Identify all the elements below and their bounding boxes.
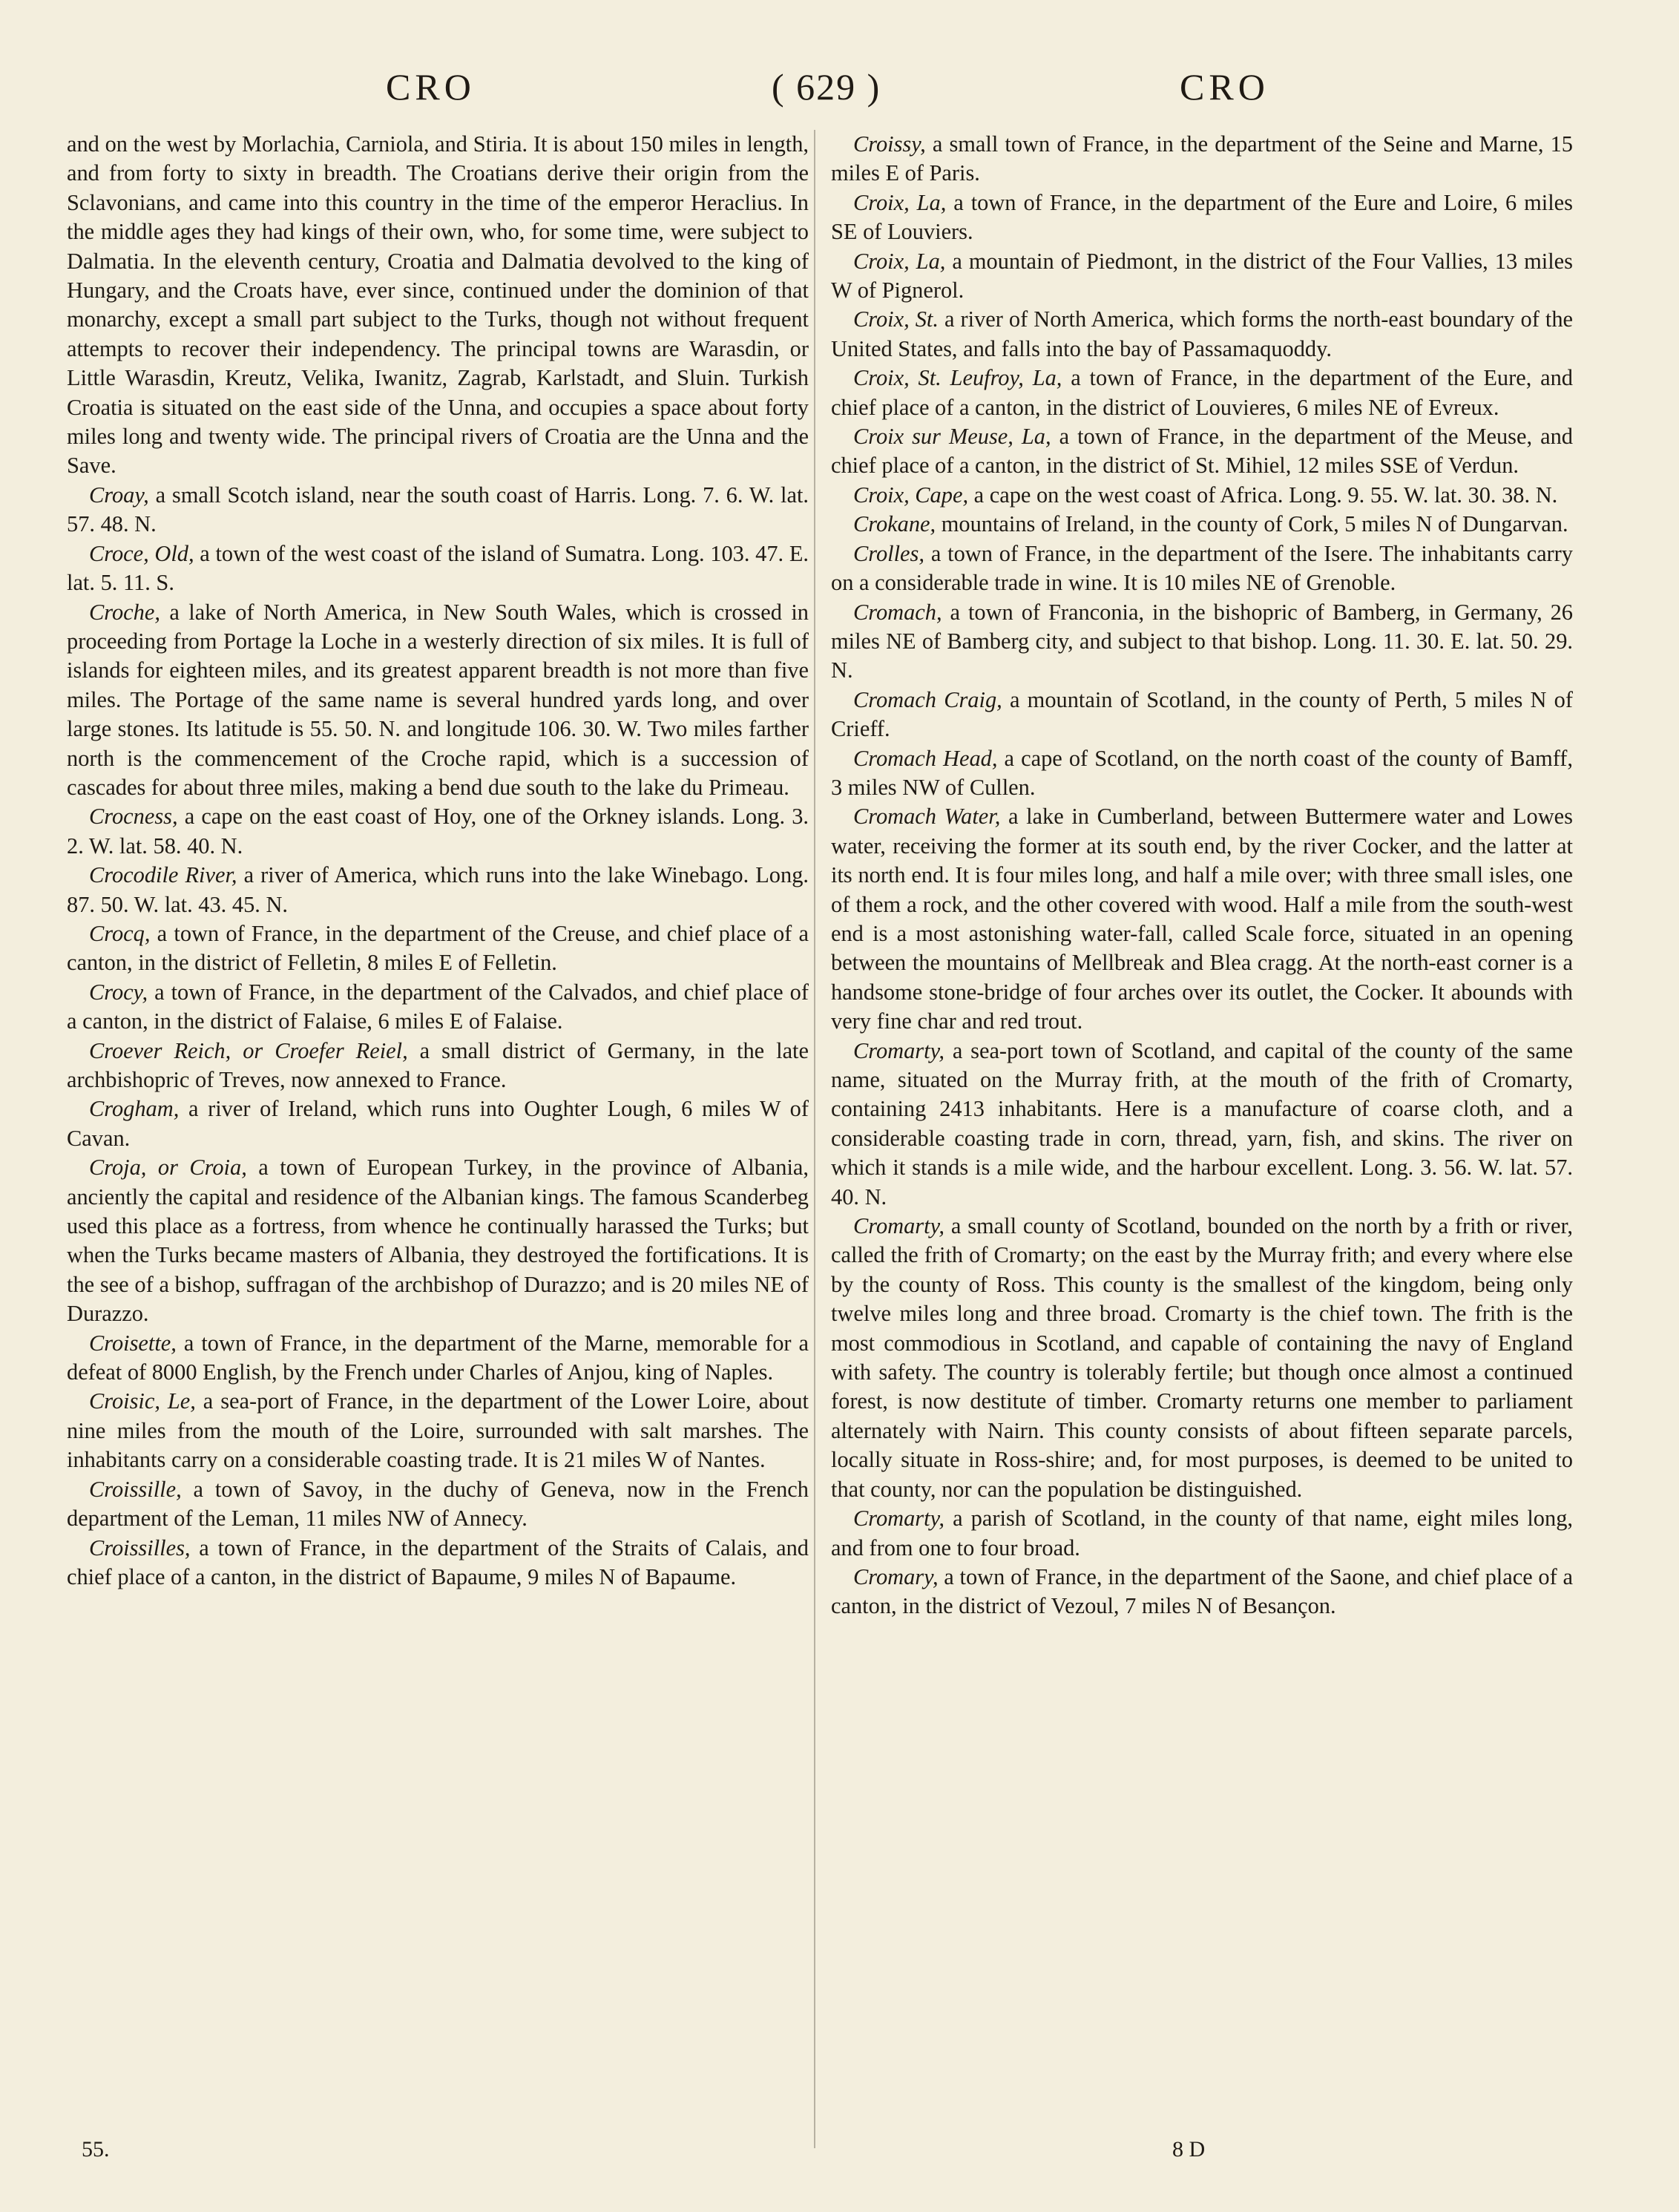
entry-headword: Croissilles,	[89, 1535, 191, 1560]
entry	[831, 1212, 1573, 1504]
entry	[831, 1504, 1573, 1563]
entry	[67, 1329, 809, 1388]
entry-text: a river of America, which runs into the lake Winebago. Long. 87. 50. W. lat. 43. 45. N.	[67, 862, 809, 917]
entry	[67, 978, 809, 1037]
entry-text: a cape of Scotland, on the north coast of the county of Bamff, 3 miles NW of Cullen.	[831, 745, 1573, 800]
entry	[831, 364, 1573, 422]
entry-headword: Croisic, Le,	[89, 1388, 196, 1414]
running-head-right: CRO	[1180, 66, 1269, 108]
entry	[67, 481, 809, 539]
entry-text: a town of France, in the department of the Calvados, and chief place of a canton, in the district of Falaise, 6 miles E of Falaise.	[67, 979, 809, 1034]
entry	[67, 1153, 809, 1328]
entry	[831, 510, 1573, 539]
entry-headword: Croay,	[89, 482, 149, 508]
entry	[831, 802, 1573, 1036]
entry-text: a cape on the west coast of Africa. Long. 9. 55. W. lat. 30. 38. N.	[968, 482, 1558, 508]
entry-headword: Croix, La,	[853, 189, 947, 215]
entry	[831, 744, 1573, 803]
entry-headword: Cromach,	[853, 599, 942, 625]
entry	[831, 686, 1573, 744]
entry-headword: Crokane,	[853, 511, 936, 537]
entry-text: a sea-port town of Scotland, and capital of the county of the same name, situated on the Murray frith, at the mouth of the frith of Cromarty, containing 2413 inhabitants. Here is a manufacture of coarse cloth, and a considerable coasting trade in corn, thread, yarn, fish, and skins. The river on which it stands is a mile wide, and the harbour excellent. Long. 3. 56. W. lat. 57. 40. N.	[831, 1037, 1573, 1210]
entry-text: a parish of Scotland, in the county of that name, eight miles long, and from one to four broad.	[831, 1506, 1573, 1560]
entry-headword: Cromach Water,	[853, 804, 1001, 830]
signature-mark-left: 55.	[82, 2137, 110, 2162]
entry	[67, 1094, 809, 1153]
entry	[67, 802, 809, 861]
entry-headword: Crogham,	[89, 1096, 180, 1122]
entry	[831, 539, 1573, 598]
entry-headword: Crocq,	[89, 920, 151, 946]
entry-text: a town of France, in the department of the Straits of Calais, and chief place of a canton, in the district of Bapaume, 9 miles N of Bapaume.	[67, 1535, 809, 1589]
running-head-left: CRO	[386, 66, 476, 108]
entry-headword: Cromarty,	[853, 1213, 944, 1239]
running-head	[0, 65, 1679, 117]
entry	[831, 598, 1573, 686]
entry-headword: Croisette,	[89, 1330, 177, 1356]
entry-headword: Croix, La,	[853, 248, 946, 274]
entry	[831, 481, 1573, 510]
entry-headword: Croce, Old,	[89, 540, 194, 566]
entry-text: a town of France, in the department of the Isere. The inhabitants carry on a considerable trade in wine. It is 10 miles NE of Grenoble.	[831, 540, 1573, 596]
entry-text: a mountain of Piedmont, in the district of the Four Vallies, 13 miles W of Pignerol.	[831, 248, 1573, 303]
entry-text: a town of France, in the department of the Eure and Loire, 6 miles SE of Louviers.	[831, 189, 1573, 245]
entry-headword: Crocodile River,	[89, 862, 237, 888]
entry-headword: Croix sur Meuse, La,	[853, 424, 1051, 450]
entry-text: a town of France, in the department of the Saone, and chief place of a canton, in the district of Vezoul, 7 miles N of Besançon.	[831, 1563, 1573, 1619]
entry	[831, 305, 1573, 364]
entry	[67, 1475, 809, 1534]
entry-text: a town of France, in the department of the Marne, memorable for a defeat of 8000 English, by the French under Charles of Anjou, king of Naples.	[67, 1330, 809, 1385]
entry-text: a river of Ireland, which runs into Oughter Lough, 6 miles W of Cavan.	[67, 1096, 809, 1151]
entry-headword: Cromarty,	[853, 1037, 944, 1063]
entry-headword: Croix, St.	[853, 306, 939, 332]
entry-text: a town of France, in the department of the Creuse, and chief place of a canton, in the district of Felletin, 8 miles E of Felletin.	[67, 920, 809, 976]
entry-headword: Crocy,	[89, 979, 148, 1005]
entry-text: a sea-port of France, in the department of the Lower Loire, about nine miles from the mouth of the Loire, surrounded with salt marshes. The inhabitants carry on a considerable coasting trade. It is 21 miles W of Nantes.	[67, 1388, 809, 1473]
entry	[831, 130, 1573, 188]
entry-headword: Croissille,	[89, 1476, 182, 1502]
entry-text: a small town of France, in the department of the Seine and Marne, 15 miles E of Paris.	[831, 131, 1573, 186]
entry	[67, 539, 809, 598]
signature-mark-right: 8 D	[1172, 2137, 1206, 2162]
entry-text: a town of the west coast of the island of Sumatra. Long. 103. 47. E. lat. 5. 11. S.	[67, 540, 809, 596]
continuation-paragraph: and on the west by Morlachia, Carniola, and Stiria. It is about 150 miles in length, and from forty to sixty in breadth. The Croatians derive their origin from the Sclavonians, and came into this country in the time of the emperor Heraclius. In the middle ages they had kings of their own, who, for some time, were subject to Dalmatia. In the eleventh century, Croatia and Dalmatia devolved to the king of Hungary, and the Croats have, ever since, continued under the dominion of that monarchy, except a small part subject to the Turks, though not without frequent attempts to recover their independency. The principal towns are Warasdin, or Little Warasdin, Kreutz, Velika, Iwanitz, Zagrab, Karlstadt, and Sluin. Turkish Croatia is situated on the east side of the Unna, and occupies a space about forty miles long and twenty wide. The principal rivers of Croatia are the Unna and the Save.	[67, 131, 809, 479]
entry-text: a river of North America, which forms the north-east boundary of the United States, and falls into the bay of Passamaquoddy.	[831, 306, 1573, 361]
entry	[67, 919, 809, 978]
entry-headword: Croix, St. Leufroy, La,	[853, 365, 1062, 391]
entry-headword: Croix, Cape,	[853, 482, 969, 508]
entry-text: a lake in Cumberland, between Buttermere water and Lowes water, receiving the former at its south end, by the river Cocker, and the latter at its north end. It is four miles long, and half a mile over; with three small isles, one of them a rock, and the other covered with wood. Half a mile from the south-west end is a most astonishing water-fall, called Scale force, situated in an opening between the mountains of Mellbreak and Blea cragg. At the north-east corner is a handsome stone-bridge of four arches over its outlet, the Cocker. It abounds with very fine char and red trout.	[831, 804, 1573, 1034]
entry-text: a lake of North America, in New South Wales, which is crossed in proceeding from Portage la Loche in a westerly direction of six miles. It is full of islands for eighteen miles, and its greatest apparent breadth is not more than five miles. The Portage of the same name is several hundred yards long, and over large stones. Its latitude is 55. 50. N. and longitude 106. 30. W. Two miles farther north is the commencement of the Croche rapid, which is a succession of cascades for about three miles, making a bend due south to the lake du Primeau.	[67, 599, 809, 800]
entry	[831, 422, 1573, 481]
entry	[67, 1534, 809, 1592]
left-column	[67, 130, 809, 1592]
entry-text: a small county of Scotland, bounded on the north by a frith or river, called the frith of Cromarty; on the east by the Murray frith; and every where else by the county of Ross. This county is the smallest of the kingdom, being only twelve miles long and three broad. Cromarty is the chief town. The frith is the most commodious in Scotland, and capable of containing the navy of England with safety. The country is tolerably fertile; but though once almost a continued forest, is now destitute of timber. Cromarty returns one member to parliament alternately with Nairn. This county consists of about fifteen separate parcels, locally situate in Ross-shire; and, for most purposes, is deemed to be united to that county, nor can the population be distinguished.	[831, 1213, 1573, 1502]
entry	[831, 1563, 1573, 1621]
entry	[831, 188, 1573, 247]
entry	[67, 1037, 809, 1095]
entry	[67, 861, 809, 919]
entry-text: a town of France, in the department of the Eure, and chief place of a canton, in the district of Louvieres, 6 miles NE of Evreux.	[831, 365, 1573, 420]
entry-headword: Crocness,	[89, 804, 178, 830]
entry-headword: Crolles,	[853, 540, 924, 566]
entry-text: a small district of Germany, in the late archbishopric of Treves, now annexed to France.	[67, 1037, 809, 1092]
entry-text: a town of France, in the department of the Meuse, and chief place of a canton, in the district of St. Mihiel, 12 miles SSE of Verdun.	[831, 424, 1573, 479]
column-divider	[814, 130, 815, 2148]
entry-text: a town of Franconia, in the bishopric of Bamberg, in Germany, 26 miles NE of Bamberg city, and subject to that bishop. Long. 11. 30. E. lat. 50. 29. N.	[831, 599, 1573, 683]
entry-headword: Cromary,	[853, 1563, 939, 1589]
entry	[831, 1037, 1573, 1212]
entry	[67, 1387, 809, 1474]
entry-headword: Croever Reich, or Croefer Reiel,	[89, 1037, 408, 1063]
page-number: ( 629 )	[772, 66, 881, 108]
right-column	[831, 130, 1573, 1621]
entry-headword: Cromarty,	[853, 1506, 944, 1532]
entry-text: a town of Savoy, in the duchy of Geneva, now in the French department of the Leman, 11 miles NW of Annecy.	[67, 1476, 809, 1532]
entry-headword: Croissy,	[853, 131, 926, 157]
entry-headword: Croche,	[89, 599, 160, 625]
entry-headword: Cromach Craig,	[853, 686, 1002, 712]
entry-headword: Cromach Head,	[853, 745, 998, 771]
entry-text: mountains of Ireland, in the county of Cork, 5 miles N of Dungarvan.	[936, 511, 1568, 537]
entry-text: a mountain of Scotland, in the county of Perth, 5 miles N of Crieff.	[831, 686, 1573, 742]
entry-headword: Croja, or Croia,	[89, 1155, 247, 1181]
entry-text: a town of European Turkey, in the province of Albania, anciently the capital and residence of the Albanian kings. The famous Scanderbeg used this place as a fortress, from whence he continually harassed the Turks; but when the Turks became masters of Albania, they destroyed the fortifications. It is the see of a bishop, suffragan of the archbishop of Durazzo; and is 20 miles NE of Durazzo.	[67, 1155, 809, 1327]
entry	[67, 598, 809, 803]
entry-text: a small Scotch island, near the south coast of Harris. Long. 7. 6. W. lat. 57. 48. N.	[67, 482, 809, 537]
entry-text: a cape on the east coast of Hoy, one of the Orkney islands. Long. 3. 2. W. lat. 58. 40. N.	[67, 804, 809, 859]
entry	[831, 247, 1573, 306]
